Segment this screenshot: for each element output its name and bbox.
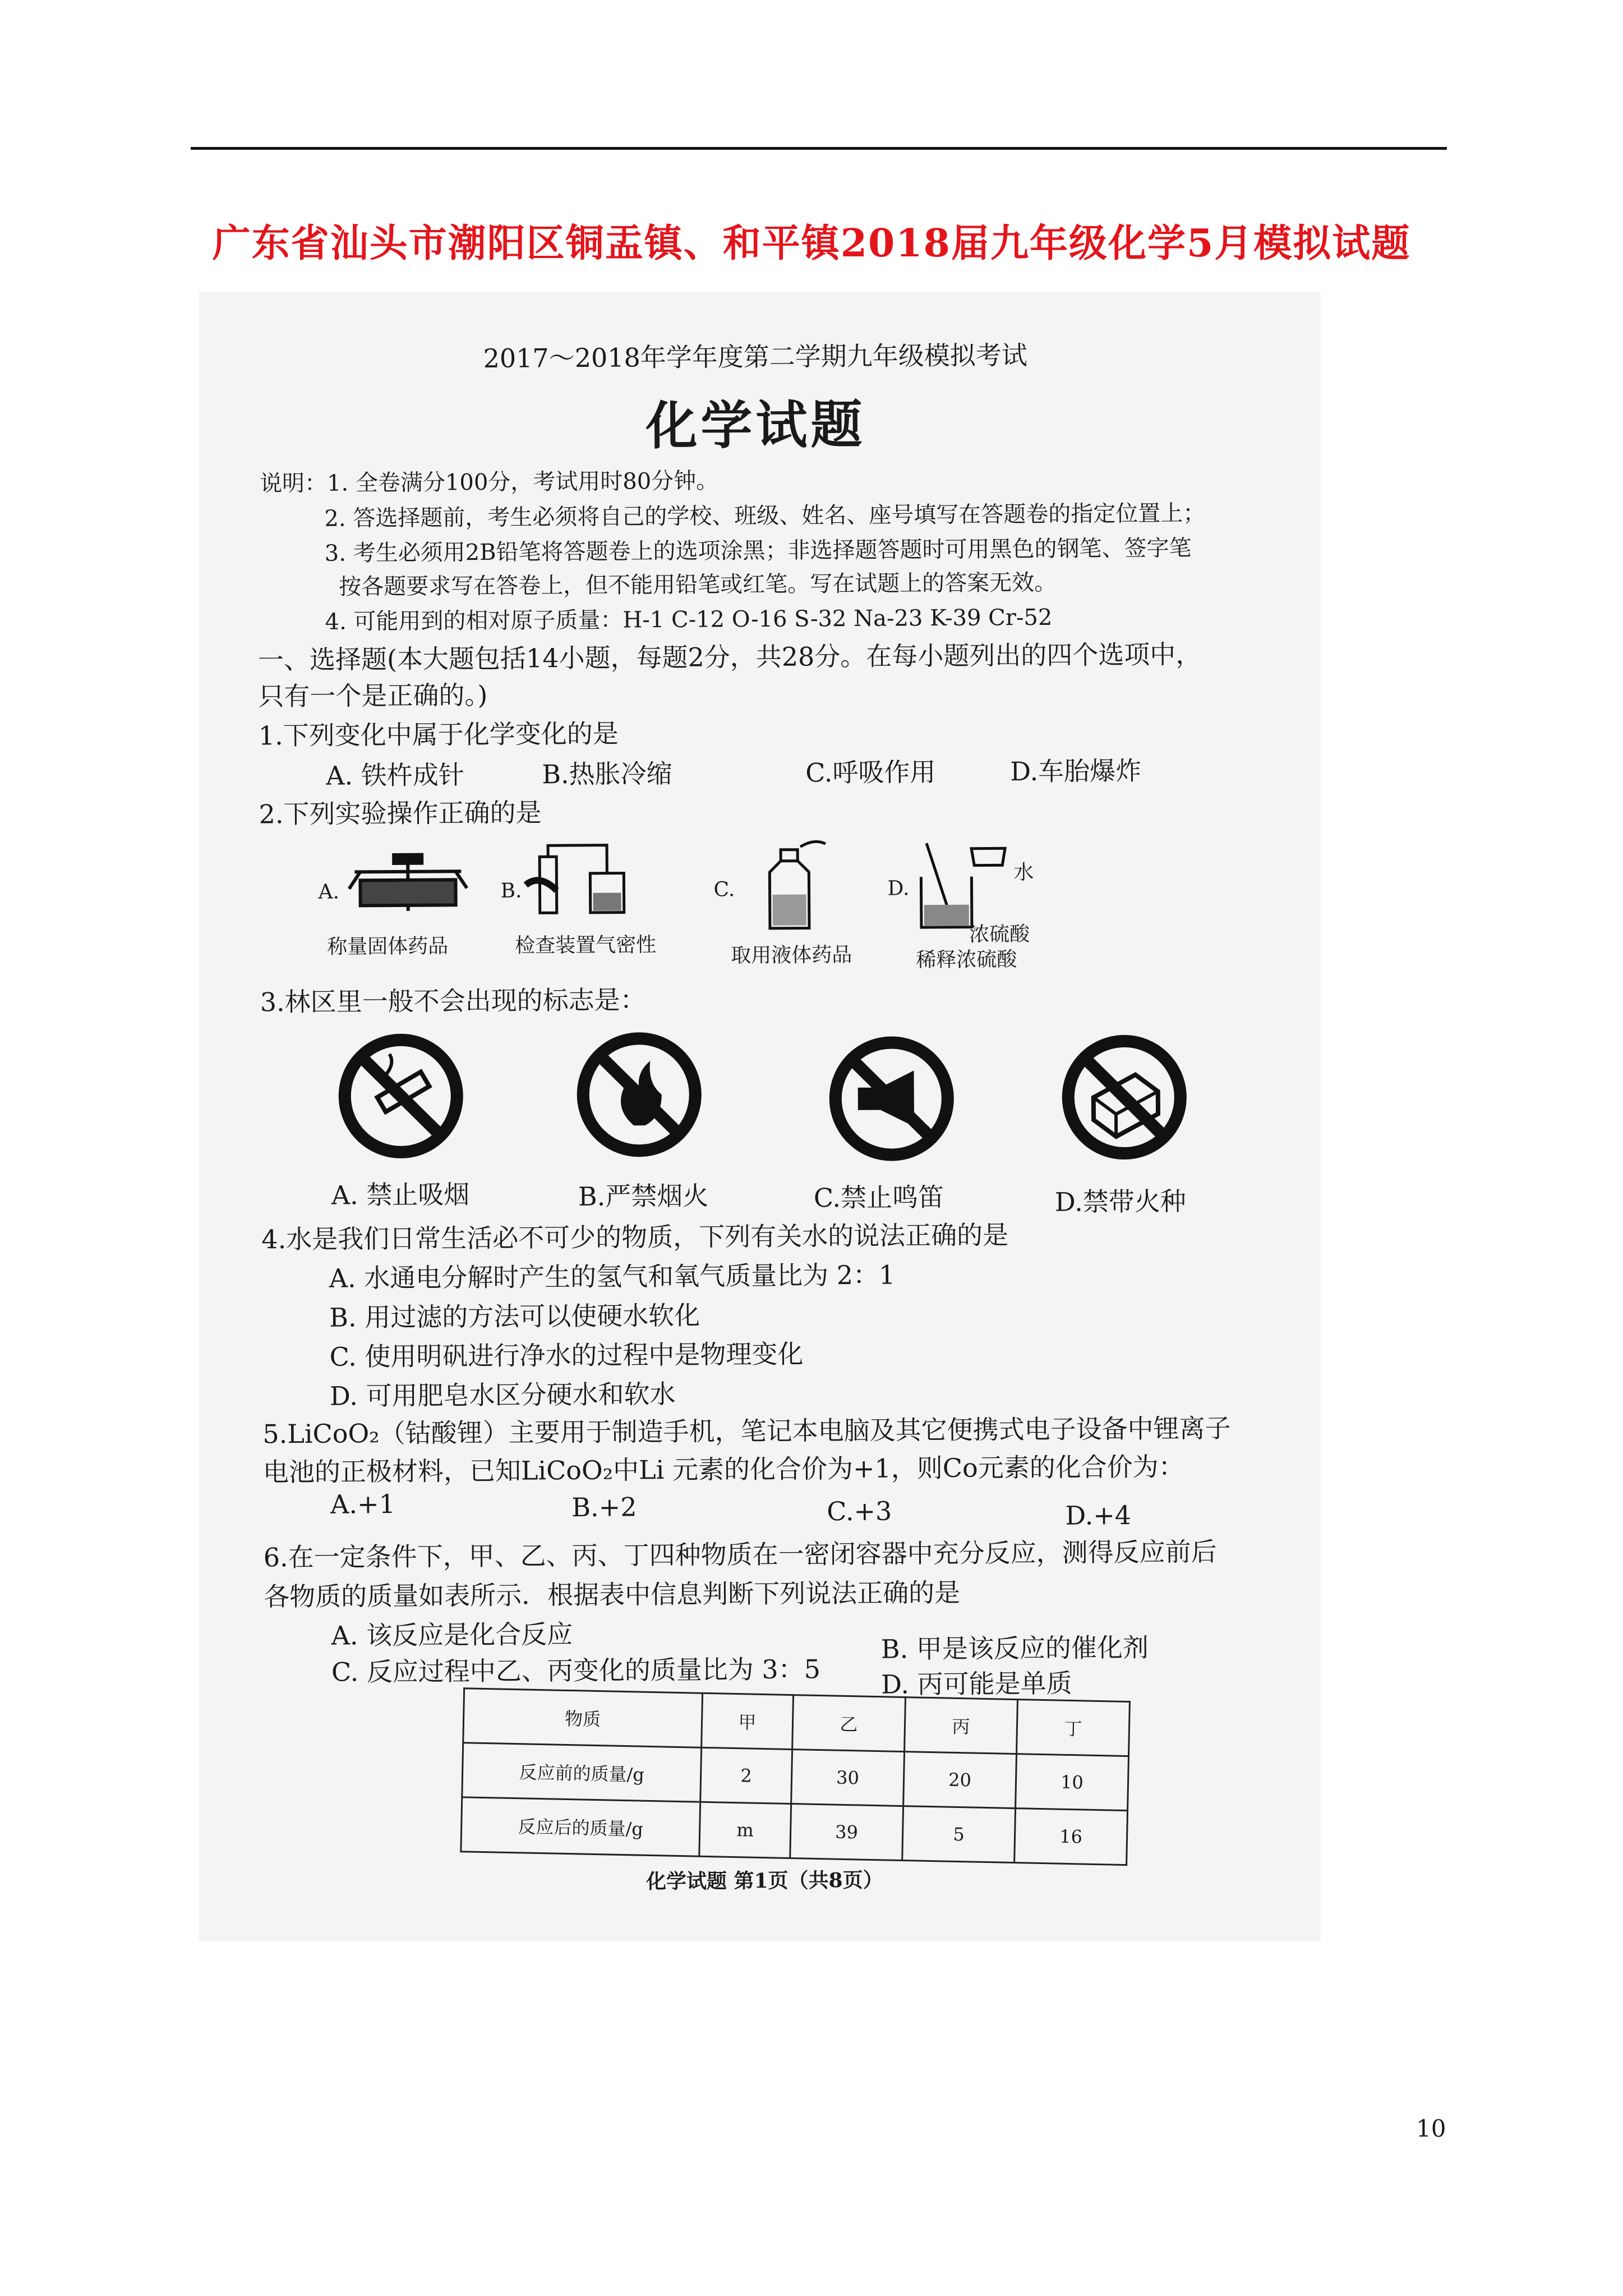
exam-title: 化学试题 xyxy=(645,394,866,457)
q2-caption-b: 检查装置气密性 xyxy=(515,933,657,958)
q2-letter-a: A. xyxy=(318,880,340,904)
question-5-stem: 电池的正极材料，已知LiCoO₂中Li 元素的化合价为+1，则Co元素的化合价为： xyxy=(262,1451,1184,1488)
section-heading: 只有一个是正确的。) xyxy=(258,679,488,712)
table-header-cell: 物质 xyxy=(463,1688,703,1748)
q3-option-b: B.严禁烟火 xyxy=(578,1180,709,1212)
exam-header: 2017～2018年学年度第二学期九年级模拟考试 xyxy=(483,340,1027,374)
q6-option-a: A. 该反应是化合反应 xyxy=(331,1619,573,1651)
note-line: 3. 考生必须用2B铅笔将答题卷上的选项涂黑；非选择题答题时可用黑色的钢笔、签字笔 xyxy=(324,535,1192,567)
no-fire-source-icon xyxy=(1057,1029,1192,1165)
table-cell: m xyxy=(699,1802,791,1858)
table-cell: 2 xyxy=(700,1747,792,1803)
mass-data-table xyxy=(460,1687,1131,1866)
q2-caption-c: 取用液体药品 xyxy=(731,943,852,968)
no-honking-icon xyxy=(824,1031,959,1166)
liquid-reagent-icon xyxy=(747,838,832,934)
q2-letter-d: D. xyxy=(887,877,910,900)
q1-option-a: A. 铁杵成针 xyxy=(326,760,464,791)
note-line: 按各题要求写在答卷上，但不能用铅笔或红笔。写在试题上的答案无效。 xyxy=(339,569,1057,600)
document-title: 广东省汕头市潮阳区铜盂镇、和平镇2018届九年级化学5月模拟试题 xyxy=(212,221,1411,266)
table-cell: 39 xyxy=(790,1804,903,1861)
q5-option-a: A.+1 xyxy=(330,1488,396,1520)
table-cell: 10 xyxy=(1016,1754,1129,1811)
top-rule xyxy=(191,147,1447,150)
q2-label-water: 水 xyxy=(1013,861,1034,885)
q1-option-c: C.呼吸作用 xyxy=(805,757,936,788)
question-5-stem: 5.LiCoO₂（钴酸锂）主要用于制造手机，笔记本电脑及其它便携式电子设备中锂离子 xyxy=(262,1412,1231,1450)
note-line: 4. 可能用到的相对原子质量：H-1 C-12 O-16 S-32 Na-23 K-39 Cr-52 xyxy=(325,604,1053,635)
note-line: 说明：1. 全卷满分100分，考试用时80分钟。 xyxy=(259,468,719,497)
note-line: 2. 答选择题前，考生必须将自己的学校、班级、姓名、座号填写在答题卷的指定位置上； xyxy=(324,500,1206,532)
table-header-cell: 乙 xyxy=(792,1695,906,1752)
q2-label-acid: 浓硫酸 xyxy=(969,923,1030,946)
q4-option-a: A. 水通电分解时产生的氢气和氧气质量比为 2：1 xyxy=(329,1259,896,1294)
q6-option-c: C. 反应过程中乙、丙变化的质量比为 3：5 xyxy=(331,1654,821,1687)
no-open-flame-icon xyxy=(571,1027,707,1162)
scanned-exam-page xyxy=(199,292,1321,1941)
question-4-stem: 4.水是我们日常生活必不可少的物质，下列有关水的说法正确的是 xyxy=(261,1220,1009,1255)
no-smoking-icon xyxy=(333,1028,468,1163)
table-header-cell: 丙 xyxy=(905,1697,1018,1754)
q2-caption-d: 稀释浓硫酸 xyxy=(916,948,1017,972)
question-2-stem: 2.下列实验操作正确的是 xyxy=(259,797,542,830)
table-cell: 20 xyxy=(903,1752,1017,1809)
q1-option-b: B.热胀冷缩 xyxy=(542,758,672,790)
section-heading: 一、选择题(本大题包括14小题，每题2分，共28分。在每小题列出的四个选项中， xyxy=(257,639,1202,675)
question-3-stem: 3.林区里一般不会出现的标志是： xyxy=(260,984,646,1018)
q1-option-d: D.车胎爆炸 xyxy=(1010,755,1142,787)
balance-scale-icon xyxy=(343,849,473,922)
q5-option-c: C.+3 xyxy=(827,1496,892,1527)
airtight-check-icon xyxy=(523,839,635,924)
q2-caption-a: 称量固体药品 xyxy=(327,935,449,959)
question-1-stem: 1.下列变化中属于化学变化的是 xyxy=(258,718,619,751)
table-cell: 反应前的质量/g xyxy=(462,1743,702,1802)
table-cell: 30 xyxy=(791,1750,905,1806)
table-header-cell: 丁 xyxy=(1017,1700,1130,1756)
q4-option-d: D. 可用肥皂水区分硬水和软水 xyxy=(329,1378,676,1411)
q4-option-c: C. 使用明矾进行净水的过程中是物理变化 xyxy=(329,1338,804,1372)
q6-option-d: D. 丙可能是单质 xyxy=(881,1668,1072,1700)
q6-option-b: B. 甲是该反应的催化剂 xyxy=(880,1632,1149,1664)
table-cell: 16 xyxy=(1015,1809,1128,1865)
question-6-stem: 6.在一定条件下，甲、乙、丙、丁四种物质在一密闭容器中充分反应，测得反应前后 xyxy=(263,1536,1217,1573)
q2-letter-b: B. xyxy=(500,879,522,903)
exam-page-footer: 化学试题 第1页（共8页） xyxy=(645,1868,883,1894)
q2-letter-c: C. xyxy=(713,878,735,901)
table-header-cell: 甲 xyxy=(702,1693,794,1749)
page-number: 10 xyxy=(1416,2115,1446,2142)
q3-option-a: A. 禁止吸烟 xyxy=(331,1179,470,1211)
q4-option-b: B. 用过滤的方法可以使硬水软化 xyxy=(329,1300,700,1333)
question-6-stem: 各物质的质量如表所示．根据表中信息判断下列说法正确的是 xyxy=(264,1577,961,1612)
q3-option-c: C.禁止鸣笛 xyxy=(813,1181,944,1213)
q5-option-b: B.+2 xyxy=(571,1492,637,1523)
q3-option-d: D.禁带火种 xyxy=(1054,1186,1186,1217)
table-cell: 5 xyxy=(902,1806,1016,1863)
q5-option-d: D.+4 xyxy=(1065,1499,1132,1531)
table-cell: 反应后的质量/g xyxy=(461,1797,700,1857)
